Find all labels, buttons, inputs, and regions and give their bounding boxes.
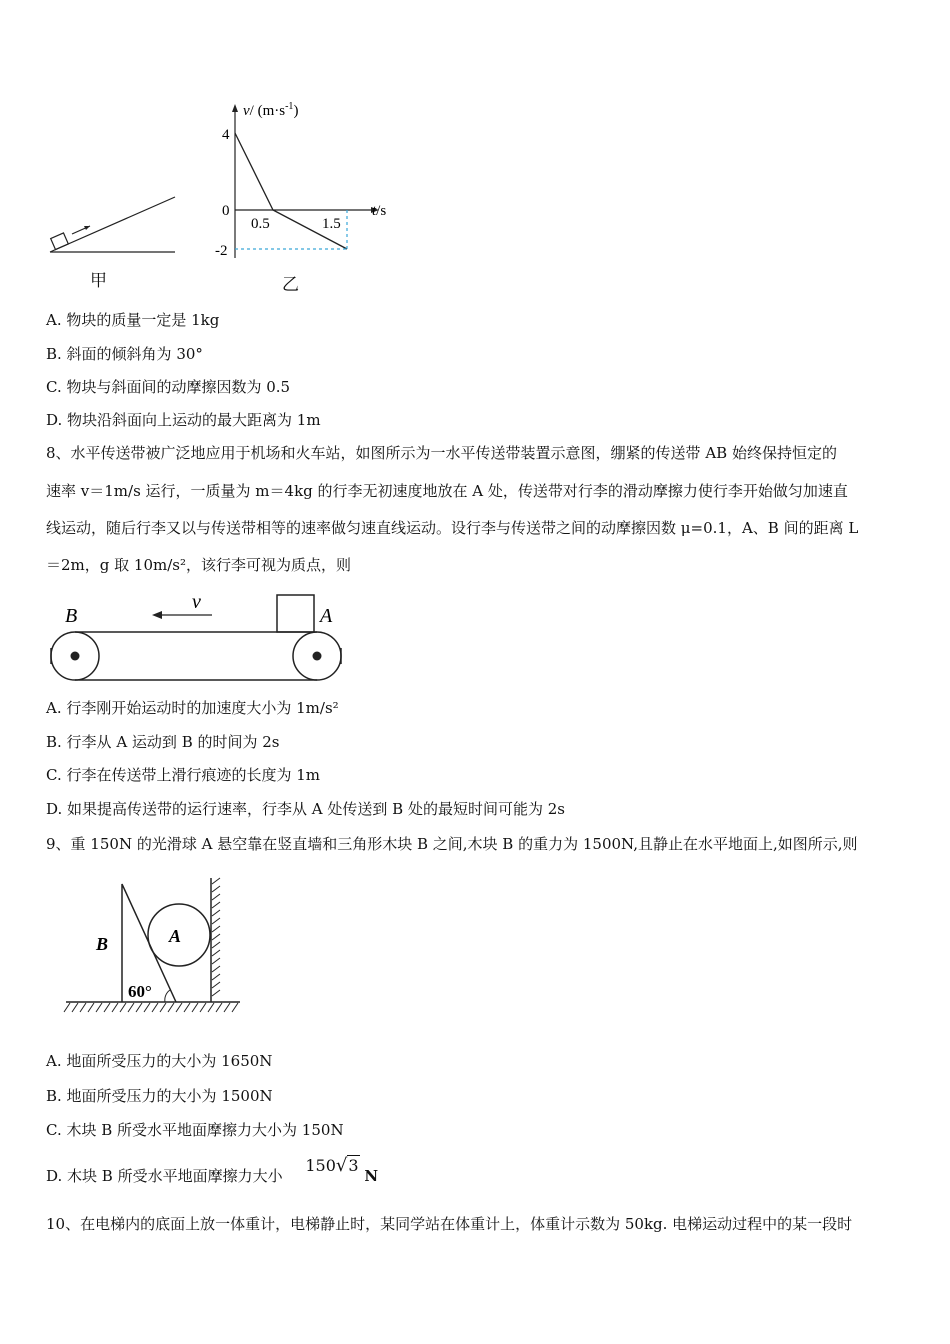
q9-option-d-text: D. 木块 B 所受水平地面摩擦力大小 [46,1167,283,1185]
q8-conveyor-figure [40,588,350,688]
q8-option-a: A. 行李刚开始运动时的加速度大小为 1m/s² [46,699,339,717]
q7-figure-incline [40,190,190,290]
wedge-ball-diagram [62,872,247,1017]
q8-stem-line-2: 速率 v＝1m/s 运行，一质量为 m＝4kg 的行李无初速度地放在 A 处，传送带对行李的滑动摩擦力使行李开始做匀加速直 [46,482,848,500]
incline-diagram [40,190,190,260]
conveyor-label-v: v [192,591,201,613]
q7-option-d: D. 物块沿斜面向上运动的最大距离为 1m [46,411,321,429]
vt-tick-05: 0.5 [251,216,270,232]
conveyor-label-a: A [320,605,333,627]
conveyor-label-b: B [65,605,78,627]
q9-option-d-formula [305,1156,359,1176]
q7-option-a: A. 物块的质量一定是 1kg [46,311,220,329]
q7-option-b: B. 斜面的倾斜角为 30° [46,345,203,363]
vt-tick-0: 0 [222,203,230,219]
q8-option-c: C. 行李在传送带上滑行痕迹的长度为 1m [46,766,321,784]
q8-option-d: D. 如果提高传送带的运行速率，行李从 A 处传送到 B 处的最短时间可能为 2s [46,800,565,818]
formula-coef: 150 [305,1156,336,1175]
q9-option-d-unit: N [364,1167,379,1185]
q9-option-b: B. 地面所受压力的大小为 1500N [46,1087,273,1105]
fig-label-jia: 甲 [90,271,107,291]
sqrt-symbol: √ [335,1155,348,1176]
q9-wedge-ball-figure [62,872,247,1017]
q7-option-c: C. 物块与斜面间的动摩擦因数为 0.5 [46,378,291,396]
q9-option-c: C. 木块 B 所受水平地面摩擦力大小为 150N [46,1121,344,1139]
q8-stem-line-1: 8、水平传送带被广泛地应用于机场和火车站，如图所示为一水平传送带装置示意图，绷紧的传送带 AB 始终保持恒定的 [46,444,837,462]
vt-xlabel: t/s [372,203,387,219]
q8-stem-line-4: ＝2m，g 取 10m/s²，该行李可视为质点，则 [46,556,351,574]
q9-option-d [46,1156,378,1186]
vt-tick-neg2: -2 [215,243,228,259]
formula-radicand: 3 [348,1156,359,1175]
angle-label: 60° [128,982,152,1001]
conveyor-diagram [40,588,350,688]
q9-stem: 9、重 150N 的光滑球 A 悬空靠在竖直墙和三角形木块 B 之间,木块 B 的重力为 1500N,且静止在水平地面上,如图所示,则 [46,835,858,853]
wedge-label-b: B [96,934,109,954]
vt-ylabel: v/ $(m\cdot s^{-1})$ [243,101,299,119]
fig-label-yi: 乙 [282,275,299,295]
vt-tick-15: 1.5 [322,216,341,232]
ball-label-a: A [169,926,182,946]
vt-tick-4: 4 [222,127,230,143]
q8-option-b: B. 行李从 A 运动到 B 的时间为 2s [46,733,280,751]
vt-graph [205,98,405,268]
q10-stem: 10、在电梯内的底面上放一体重计，电梯静止时，某同学站在体重计上，体重计示数为 50kg. 电梯运动过程中的某一段时 [46,1215,853,1233]
q7-figure-vt-graph [205,98,405,293]
q8-stem-line-3: 线运动，随后行李又以与传送带相等的速率做匀速直线运动。设行李与传送带之间的动摩擦因数 μ=0.1，A、B 间的距离 L [46,519,859,537]
q9-option-a: A. 地面所受压力的大小为 1650N [46,1052,273,1070]
